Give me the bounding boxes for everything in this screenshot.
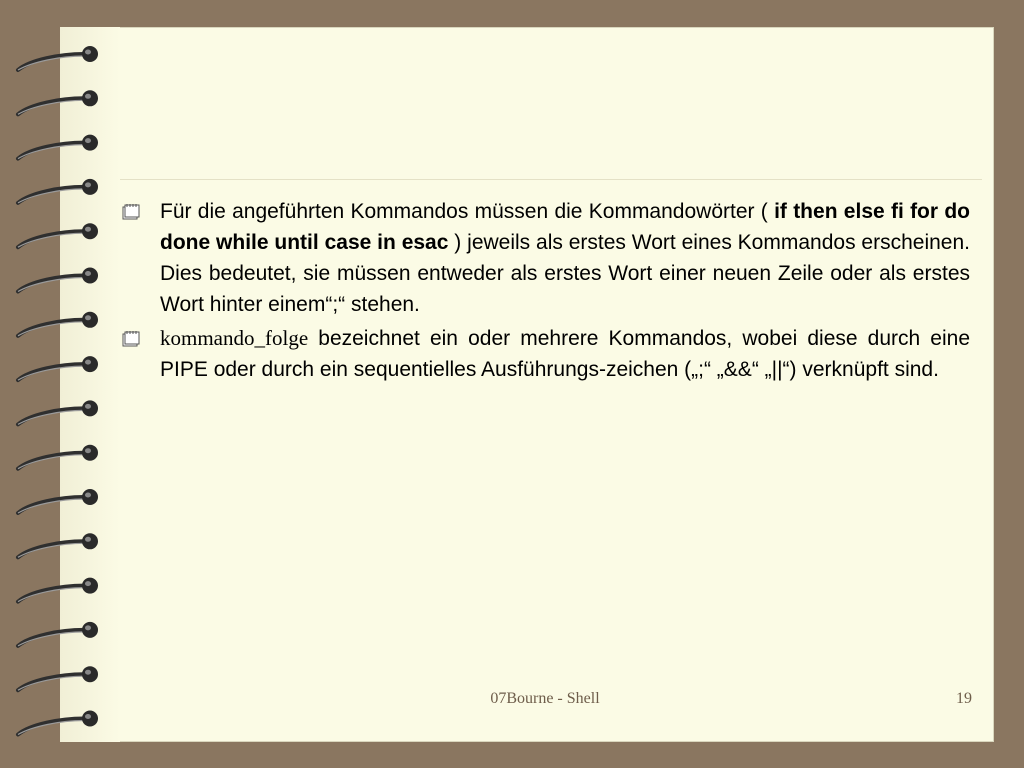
spiral-ring-icon [18,578,98,602]
bullet-item [122,196,970,320]
bullet-keywords: if then else fi for do done while until case in esac [160,200,970,254]
spiral-ring-icon [18,622,98,646]
spiral-ring-icon [18,312,98,336]
spiral-ring-icon [18,533,98,557]
spiral-ring-icon [18,90,98,114]
bullet-term: kommando_folge [160,326,309,350]
spiral-ring-icon [18,711,98,735]
bullet-text-1b: ) jeweils als erstes Wort eines Kommandos erscheinen. Dies bedeutet, sie müssen entweder als erstes Wort einer neuen Zeile oder als erstes Wort hinter einem“;“ stehen. [160,231,971,316]
notepad-icon [122,204,140,220]
bullet-item [122,323,970,385]
spiral-ring-icon [18,223,98,247]
spiral-ring-icon [18,445,98,469]
spiral-ring-icon [18,400,98,424]
bullet-text-2: bezeichnet ein oder mehrere Kommandos, wobei diese durch eine PIPE oder durch ein sequentielles Ausführungs-zeichen („;“ „&&“ „||“) verknüpft sind. [160,327,971,381]
spiral-binding [0,0,120,768]
spiral-ring-icon [18,356,98,380]
spiral-ring-icon [18,666,98,690]
bullet-text-1a: Für die angeführten Kommandos müssen die Kommandowörter ( [160,200,768,223]
notepad-icon [122,331,140,347]
spiral-ring-icon [18,135,98,159]
spiral-ring-icon [18,179,98,203]
slide-content [122,196,970,388]
spiral-ring-icon [18,489,98,513]
title-divider [120,179,982,180]
page-number: 19 [956,690,972,707]
spiral-ring-icon [18,46,98,70]
footer-title: 07Bourne - Shell [490,690,600,707]
spiral-ring-icon [18,268,98,292]
